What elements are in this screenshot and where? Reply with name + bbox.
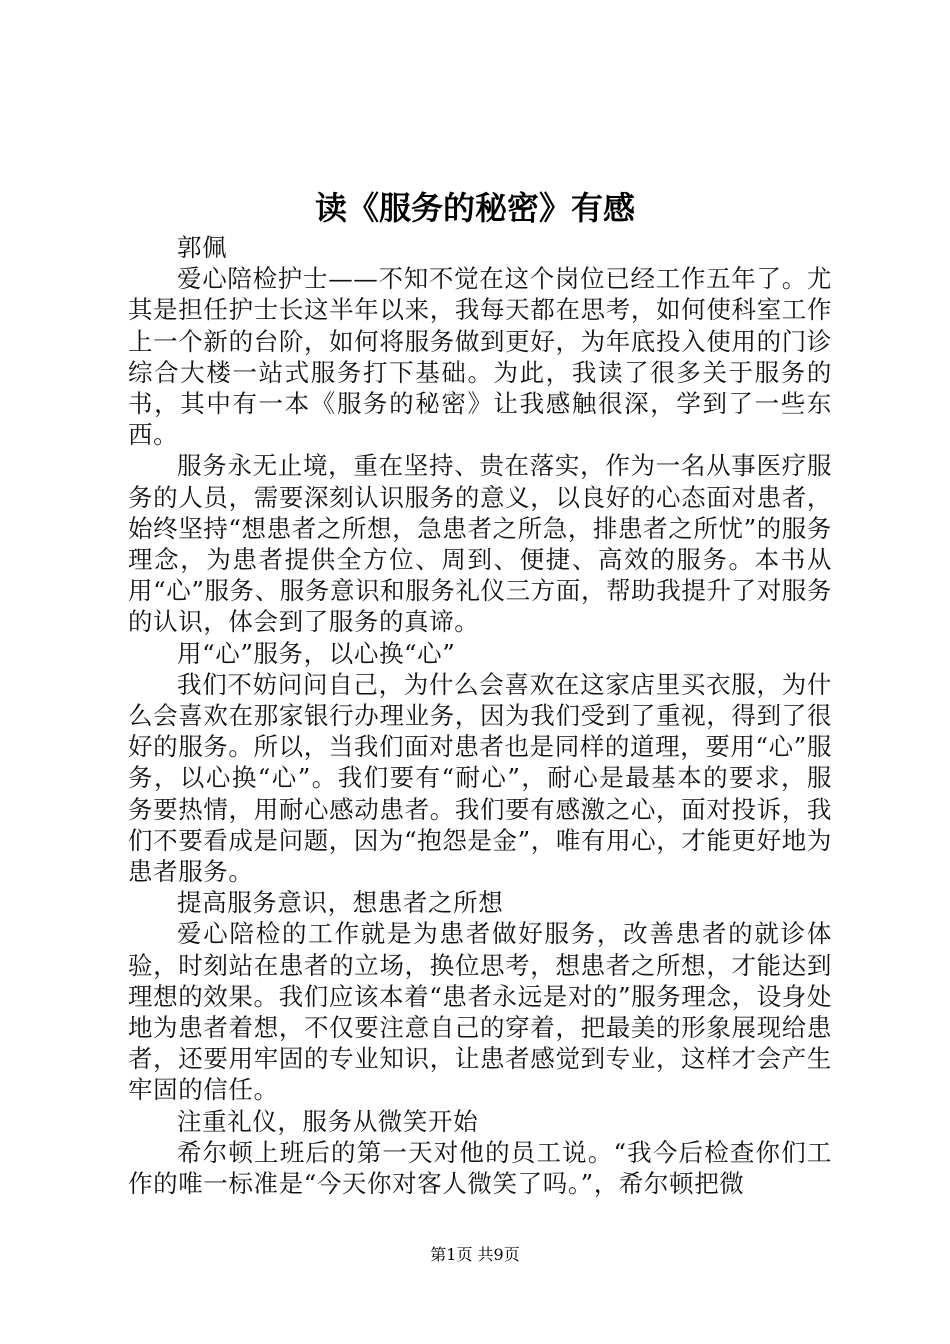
author-name: 郭佩 xyxy=(177,233,228,262)
paragraph-3: 我们不妨问问自己，为什么会喜欢在这家店里买衣服，为什么会喜欢在那家银行办理业务，因为我们受到了重视，得到了很好的服务。所以，当我们面对患者也是同样的道理，要用“心”服务，以心换“心”。我们要有“耐心”，耐心是最基本的要求，服务要热情，用耐心感动患者。我们要有感激之心，面对投诉，我们不要看成是问题，因为“抱怨是金”，唯有用心，才能更好地为患者服务。 xyxy=(128,669,832,887)
page-footer: 第1页 共9页 xyxy=(430,1245,520,1264)
section-heading-3: 注重礼仪，服务从微笑开始 xyxy=(177,1106,479,1136)
section-heading-2: 提高服务意识，想患者之所想 xyxy=(177,888,504,918)
document-body xyxy=(128,232,832,1199)
paragraph-2: 服务永无止境，重在坚持、贵在落实，作为一名从事医疗服务的人员，需要深刻认识服务的意义，以良好的心态面对患者，始终坚持“想患者之所想，急患者之所急，排患者之所忧”的服务理念，为患者提供全方位、周到、便捷、高效的服务。本书从用“心”服务、服务意识和服务礼仪三方面，帮助我提升了对服务的认识，体会到了服务的真谛。 xyxy=(128,451,832,637)
section-heading-1: 用“心”服务，以心换“心” xyxy=(177,638,456,668)
document-title: 读《服务的秘密》有感 xyxy=(314,189,635,227)
paragraph-1: 爱心陪检护士——不知不觉在这个岗位已经工作五年了。尤其是担任护士长这半年以来，我每天都在思考，如何使科室工作上一个新的台阶，如何将服务做到更好，为年底投入使用的门诊综合大楼一站式服务打下基础。为此，我读了很多关于服务的书，其中有一本《服务的秘密》让我感触很深，学到了一些东西。 xyxy=(128,264,832,450)
paragraph-5: 希尔顿上班后的第一天对他的员工说。“我今后检查你们工作的唯一标准是“今天你对客人微笑了吗。”，希尔顿把微 xyxy=(128,1137,832,1199)
paragraph-4: 爱心陪检的工作就是为患者做好服务，改善患者的就诊体验，时刻站在患者的立场，换位思考，想患者之所想，才能达到理想的效果。我们应该本着“患者永远是对的”服务理念，设身处地为患者着想，不仅要注意自己的穿着，把最美的形象展现给患者，还要用牢固的专业知识，让患者感觉到专业，这样才会产生牢固的信任。 xyxy=(128,919,832,1105)
